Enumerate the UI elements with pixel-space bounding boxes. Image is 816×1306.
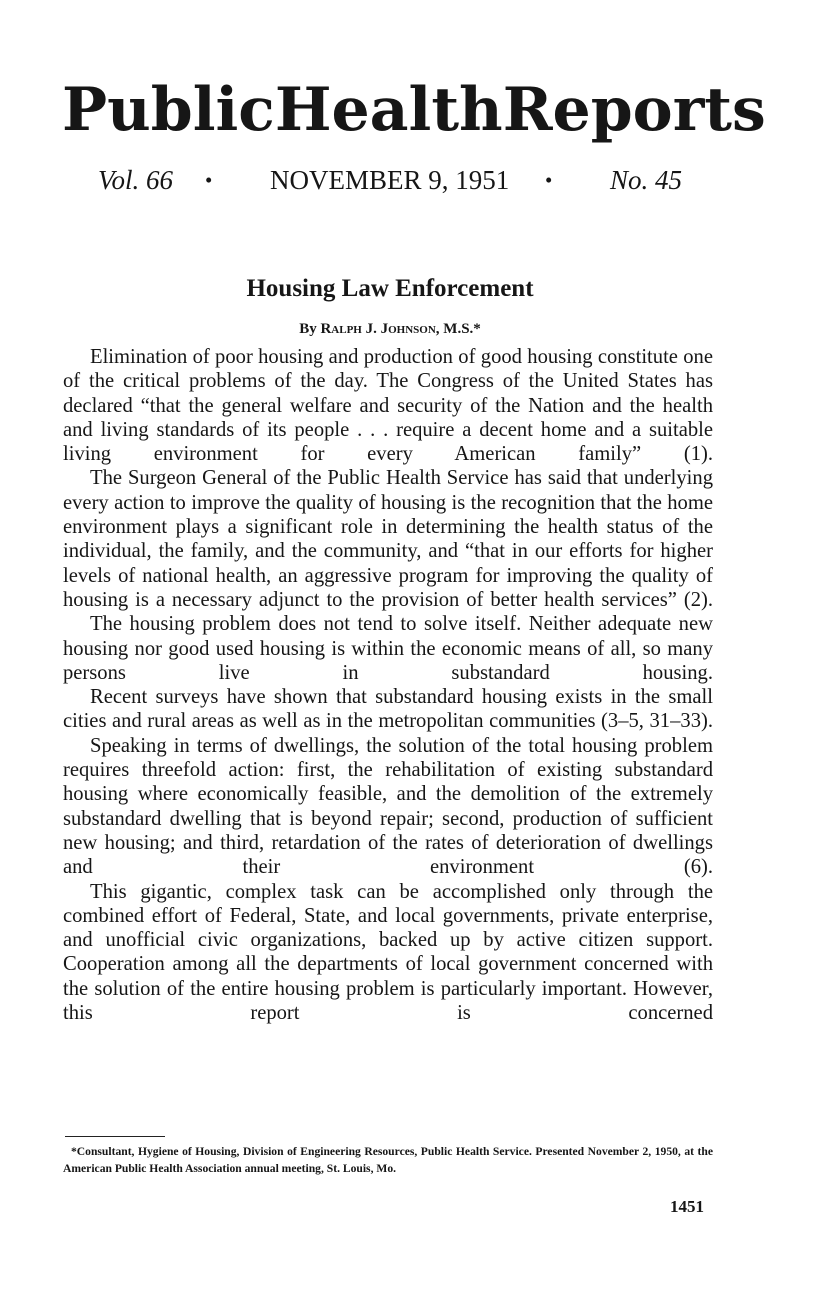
bullet-separator: • bbox=[545, 168, 553, 192]
article-title: Housing Law Enforcement bbox=[246, 275, 534, 302]
author-suffix: , M.S.* bbox=[435, 321, 481, 337]
byline-prefix: By bbox=[299, 321, 317, 337]
author-name: Ralph J. Johnson bbox=[320, 321, 436, 337]
masthead-word: Health bbox=[274, 75, 503, 145]
body-paragraph: Elimination of poor housing and production of good housing constitute one of the critical problems of the day. The Congress of the United States has declared “that the general welfare and security of the Nation and the health and living standards of its people . . . require a decent home and a suitable living environment for every American family” (1). bbox=[63, 346, 713, 466]
bullet-separator: • bbox=[205, 168, 213, 192]
masthead-word: Reports bbox=[502, 75, 766, 145]
article-byline bbox=[0, 318, 780, 340]
journal-masthead bbox=[62, 70, 766, 150]
footnote bbox=[63, 1143, 713, 1177]
body-paragraph: Speaking in terms of dwellings, the solution of the total housing problem requires threefold action: first, the rehabilitation of existing substandard housing where economically feasible, and the demolition of the extremely substandard dwelling that is beyond repair; second, production of sufficient new housing; and third, retardation of the rates of deterioration of dwellings and their environment (6). bbox=[63, 734, 713, 879]
article-body bbox=[63, 345, 713, 1025]
body-paragraph: The housing problem does not tend to solve itself. Neither adequate new housing nor good used housing is within the economic means of all, so many persons live in substandard housing. bbox=[63, 613, 713, 684]
body-paragraph: The Surgeon General of the Public Health Service has said that underlying every action to improve the quality of housing is the recognition that the home environment plays a significant role in determining the health status of the individual, the family, and the community, and “that in our efforts for higher levels of national health, an aggressive program for improving the quality of housing is a necessary adjunct to the provision of better health services” (2). bbox=[63, 467, 713, 611]
masthead-word: Public bbox=[62, 75, 275, 145]
footnote-rule bbox=[65, 1136, 165, 1137]
footnote-text: *Consultant, Hygiene of Housing, Division of Engineering Resources, Public Health Service. Presented November 2, 1950, at the American Public Health Association annual meeting, St. Louis, Mo. bbox=[63, 1145, 713, 1175]
issue-line bbox=[98, 160, 688, 200]
issue-date: NOVEMBER 9, 1951 bbox=[270, 165, 510, 195]
page-number: 1451 bbox=[670, 1197, 704, 1216]
issue-number: No. 45 bbox=[610, 165, 683, 195]
body-paragraph: Recent surveys have shown that substandard housing exists in the small cities and rural areas as well as in the metropolitan communities (3–5, 31–33). bbox=[63, 686, 713, 733]
body-paragraph: This gigantic, complex task can be accomplished only through the combined effort of Federal, State, and local governments, private enterprise, and unofficial civic organizations, backed up by active citizen support. Cooperation among all the departments of local government concerned with the solution of the entire housing problem is particularly important. However, this report is concerned bbox=[63, 880, 713, 1025]
volume-label: Vol. 66 bbox=[98, 165, 174, 195]
